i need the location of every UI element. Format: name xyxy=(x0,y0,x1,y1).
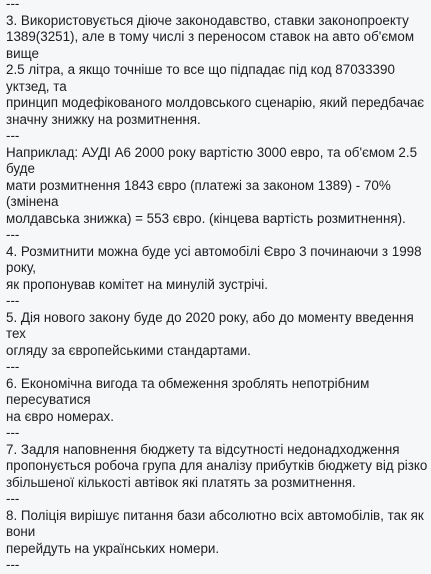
paragraph-line: значну знижку на розмитнення. xyxy=(6,111,201,127)
post-paragraph xyxy=(6,442,428,492)
separator: --- xyxy=(6,128,20,143)
post-paragraph xyxy=(6,376,428,426)
paragraph-line: перейдуть на українських номери. xyxy=(6,540,220,556)
post-paragraph xyxy=(6,13,428,129)
separator: --- xyxy=(6,425,20,440)
paragraph-line: Наприклад: АУДІ А6 2000 року вартістю 3000 евро, та об'ємом 2.5 буде xyxy=(6,144,418,176)
paragraph-line: 5. Дія нового закону буде до 2020 року, або до моменту введення тех xyxy=(6,309,414,341)
post-paragraph xyxy=(6,145,428,228)
post-body xyxy=(6,0,428,574)
separator: --- xyxy=(6,293,20,308)
paragraph-line: 4. Розмитнити можна буде усі автомобілі Євро 3 починаючи з 1998 року, xyxy=(6,243,422,275)
separator: --- xyxy=(6,0,20,11)
paragraph-line: огляду за європейськими стандартами. xyxy=(6,342,251,358)
post-paragraph xyxy=(6,310,428,360)
paragraph-line: мати розмитнення 1843 євро (платежі за законом 1389) - 70% (змінена xyxy=(6,177,391,209)
paragraph-line: збільшеної кількості автівок які платять за розмитнення. xyxy=(6,474,356,490)
paragraph-line: 6. Економічна вигода та обмеження зроблять непотрібним пересуватися xyxy=(6,375,370,407)
paragraph-line: 2.5 літра, а якщо точніше то все що підпадає під код 87033390 уктзед, та xyxy=(6,62,395,94)
separator: --- xyxy=(6,227,20,242)
separator: --- xyxy=(6,359,20,374)
paragraph-line: пропонується робоча група для аналізу прибутків бюджету від різко xyxy=(6,458,428,473)
post-paragraph xyxy=(6,508,428,558)
paragraph-line: 1389(3251), але в тому числі з переносом ставок на авто об'ємом вище xyxy=(6,29,415,61)
post-paragraph xyxy=(6,244,428,294)
paragraph-line: 3. Використовується діюче законодавство, ставки законопроекту xyxy=(6,12,409,28)
paragraph-line: як пропонував комітет на минулій зустрічі. xyxy=(6,276,268,292)
paragraph-line: 8. Поліція вирішує питання бази абсолютно всіх автомобілів, так як вони xyxy=(6,507,424,539)
paragraph-line: принцип модефікованого молдовського сценарію, який передбачає xyxy=(6,95,425,110)
separator: --- xyxy=(6,491,20,506)
separator: --- xyxy=(6,557,20,572)
paragraph-line: 7. Задля наповнення бюджету та відсутності недонадходження xyxy=(6,441,400,457)
paragraph-line: на євро номерах. xyxy=(6,408,114,424)
paragraph-line: молдавська знижка) = 553 євро. (кінцева вартість розмитнення). xyxy=(6,210,406,226)
